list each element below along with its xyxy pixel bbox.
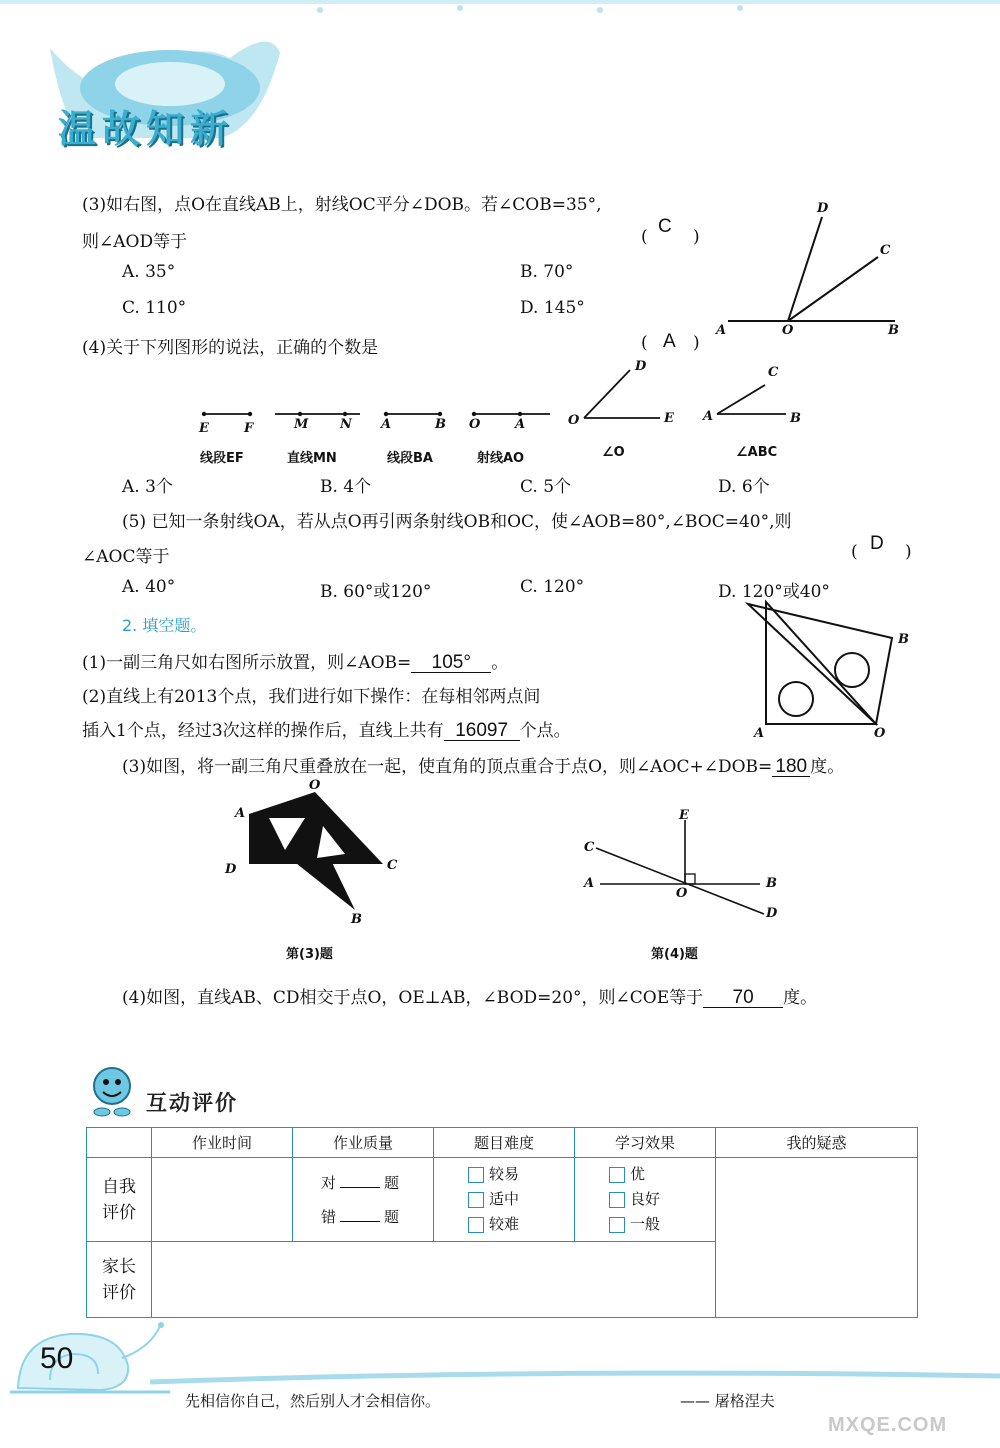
eval-parent-label-1: 家长	[102, 1256, 136, 1277]
evaluation-title: 互动评价	[146, 1091, 238, 1115]
q3-label-d: D	[817, 201, 829, 216]
eval-col-effect: 学习效果	[575, 1128, 716, 1158]
q3-answer: C	[658, 216, 672, 237]
difficulty-option-medium[interactable]	[468, 1187, 574, 1212]
fill-q2-suffix: 个点。	[519, 721, 571, 741]
eval-self-label-2: 评价	[102, 1202, 136, 1223]
fig4-label-a: A	[584, 876, 595, 891]
eval-parent-label	[87, 1242, 152, 1318]
fig3-label-c: C	[387, 858, 398, 873]
eval-self-quality[interactable]	[293, 1158, 434, 1242]
eval-self-label-1: 自我	[102, 1176, 136, 1197]
checkbox-icon[interactable]	[609, 1192, 625, 1208]
q4-paren-close: )	[693, 333, 700, 353]
checkbox-icon[interactable]	[609, 1167, 625, 1183]
fill-q1-suffix: 。	[491, 653, 509, 673]
difficulty-hard-label: 较难	[489, 1215, 520, 1233]
fill-q3-prefix: (3)如图，将一副三角尺重叠放在一起，使直角的顶点重合于点O，则∠AOC+∠DOB=	[122, 757, 773, 777]
fill-q3-figure	[225, 778, 405, 928]
checkbox-icon[interactable]	[468, 1167, 484, 1183]
quality-correct-unit: 题	[384, 1174, 400, 1192]
q4-caption-2: 直线MN	[287, 451, 337, 466]
fill-q4-answer[interactable]: 70	[703, 989, 783, 1008]
eval-self-effect	[575, 1158, 716, 1242]
q4-angle2-b: B	[790, 411, 801, 426]
q3-line2: 则∠AOD等于	[82, 232, 188, 252]
q3-option-d: D. 145°	[520, 298, 585, 318]
q4-fig4-p2: A	[515, 417, 526, 432]
q3-option-a: A. 35°	[122, 262, 176, 282]
q4-text: (4)关于下列图形的说法，正确的个数是	[82, 338, 379, 358]
q4-caption-1: 线段EF	[200, 451, 244, 466]
effect-option-average[interactable]	[609, 1212, 715, 1237]
q3-label-a: A	[716, 323, 727, 338]
eval-self-time[interactable]	[152, 1158, 293, 1242]
checkbox-icon[interactable]	[468, 1217, 484, 1233]
q3-option-c: C. 110°	[122, 298, 187, 318]
page-number: 50	[40, 1342, 74, 1375]
q4-fig3-p2: B	[435, 417, 446, 432]
q5-paren-open: (	[851, 542, 858, 562]
eval-corner-cell	[87, 1128, 152, 1158]
effect-excellent-label: 优	[630, 1165, 646, 1183]
q4-fig3-p1: A	[381, 417, 392, 432]
difficulty-option-easy[interactable]	[468, 1162, 574, 1187]
fig4-label-d: D	[766, 906, 778, 921]
q4-caption-4: 射线AO	[477, 451, 525, 466]
q4-angle1-d: D	[635, 359, 647, 374]
q3-label-b: B	[888, 323, 899, 338]
q4-paren-open: (	[641, 333, 648, 353]
q3-paren-close: )	[693, 227, 700, 247]
q4-angle1-o: O	[568, 413, 580, 428]
fig3-label-d: D	[225, 862, 237, 877]
eval-parent-label-2: 评价	[102, 1282, 136, 1303]
q4-angle2-c: C	[768, 365, 779, 380]
footer-swoosh	[150, 1368, 1000, 1388]
eval-col-doubts: 我的疑惑	[716, 1128, 918, 1158]
q4-figures	[190, 355, 830, 470]
q3-label-c: C	[880, 243, 891, 258]
q4-option-b: B. 4个	[320, 477, 372, 497]
eval-self-difficulty	[434, 1158, 575, 1242]
fill-q1	[82, 648, 508, 673]
eval-col-quality: 作业质量	[293, 1128, 434, 1158]
q4-caption-3: 线段BA	[387, 451, 433, 466]
footer-author: —— 屠格涅夫	[680, 1392, 775, 1410]
fill-q2-line2	[82, 716, 571, 741]
q3-figure	[710, 195, 910, 345]
logo-text: 温故知新	[58, 107, 235, 151]
q4-caption-6: ∠ABC	[736, 445, 778, 460]
difficulty-easy-label: 较易	[489, 1165, 520, 1183]
q4-fig4-p1: O	[469, 417, 481, 432]
fill-q4	[122, 983, 817, 1008]
q5-option-d: D. 120°或40°	[718, 582, 830, 602]
fill-q3-answer[interactable]: 180	[772, 758, 810, 777]
footer-quote: 先相信你自己，然后别人才会相信你。	[185, 1392, 441, 1410]
q4-option-a: A. 3个	[122, 477, 173, 497]
fill-q2-prefix: 插入1个点，经过3次这样的操作后，直线上共有	[82, 721, 444, 741]
fill-q4-prefix: (4)如图，直线AB、CD相交于点O，OE⊥AB，∠BOD=20°，则∠COE等于	[122, 988, 704, 1008]
footer-watermark: MXQE.COM	[828, 1414, 948, 1436]
fig3-label-o: O	[309, 778, 321, 793]
eval-col-time: 作业时间	[152, 1128, 293, 1158]
q4-angle2-a: A	[703, 409, 714, 424]
fig4-label-e: E	[679, 808, 689, 823]
quality-wrong-label: 错	[321, 1208, 337, 1226]
checkbox-icon[interactable]	[468, 1192, 484, 1208]
q5-line1: (5) 已知一条射线OA，若从点O再引两条射线OB和OC，使∠AOB=80°,∠BOC=40°,则	[122, 512, 792, 532]
fill-q1-answer[interactable]: 105°	[411, 654, 491, 673]
fill-heading: 2. 填空题。	[122, 616, 207, 635]
effect-good-label: 良好	[630, 1190, 661, 1208]
difficulty-option-hard[interactable]	[468, 1212, 574, 1237]
quality-wrong-unit: 题	[384, 1208, 400, 1226]
fill-q4-figure	[580, 808, 790, 928]
q4-option-d: D. 6个	[718, 477, 770, 497]
q4-option-c: C. 5个	[520, 477, 572, 497]
checkbox-icon[interactable]	[609, 1217, 625, 1233]
eval-doubts-cell[interactable]	[716, 1158, 918, 1318]
q3-paren-open: (	[641, 227, 648, 247]
fill-tri-label-o: O	[874, 726, 886, 741]
fill-q3	[122, 752, 844, 777]
header-decoration	[0, 0, 1000, 16]
fill-q1-figure	[742, 598, 917, 743]
q3-label-o: O	[782, 323, 794, 338]
q4-fig2-p2: N	[340, 417, 352, 432]
difficulty-medium-label: 适中	[489, 1190, 520, 1208]
fig3-label-a: A	[235, 806, 246, 821]
effect-option-excellent[interactable]	[609, 1162, 715, 1187]
q3-line1: (3)如右图，点O在直线AB上，射线OC平分∠DOB。若∠COB=35°,	[82, 195, 602, 215]
q5-paren-close: )	[905, 542, 912, 562]
fill-tri-label-a: A	[754, 726, 765, 741]
fill-q1-prefix: (1)一副三角尺如右图所示放置，则∠AOB=	[82, 653, 412, 673]
eval-self-label	[87, 1158, 152, 1242]
fill-q3-suffix: 度。	[810, 757, 845, 777]
quality-correct-label: 对	[321, 1174, 337, 1192]
fig4-label-o: O	[676, 886, 688, 901]
fill-tri-label-b: B	[898, 632, 909, 647]
q5-option-a: A. 40°	[122, 577, 176, 597]
fig4-label-b: B	[766, 876, 777, 891]
effect-average-label: 一般	[630, 1215, 661, 1233]
mascot-icon	[88, 1062, 140, 1118]
q4-caption-5: ∠O	[602, 445, 625, 460]
header-logo	[40, 18, 290, 158]
evaluation-table	[86, 1127, 918, 1318]
q4-fig2-p1: M	[294, 417, 309, 432]
q4-fig1-p1: E	[199, 421, 209, 436]
fig3-caption: 第(3)题	[286, 947, 333, 962]
q4-fig1-p2: F	[244, 421, 254, 436]
q4-angle1-e: E	[664, 411, 674, 426]
fill-q2-answer[interactable]: 16097	[444, 722, 520, 741]
fig4-caption: 第(4)题	[651, 947, 698, 962]
q3-option-b: B. 70°	[520, 262, 574, 282]
fill-q2-line1: (2)直线上有2013个点，我们进行如下操作：在每相邻两点间	[82, 687, 541, 707]
q5-answer: D	[870, 533, 884, 554]
effect-option-good[interactable]	[609, 1187, 715, 1212]
eval-parent-cell[interactable]	[152, 1242, 716, 1318]
fill-q4-suffix: 度。	[783, 988, 818, 1008]
q5-line2: ∠AOC等于	[82, 547, 170, 567]
fig4-label-c: C	[584, 840, 595, 855]
q4-answer: A	[663, 331, 676, 352]
q5-option-c: C. 120°	[520, 577, 585, 597]
eval-col-difficulty: 题目难度	[434, 1128, 575, 1158]
q5-option-b: B. 60°或120°	[320, 582, 432, 602]
fig3-label-b: B	[351, 912, 362, 927]
